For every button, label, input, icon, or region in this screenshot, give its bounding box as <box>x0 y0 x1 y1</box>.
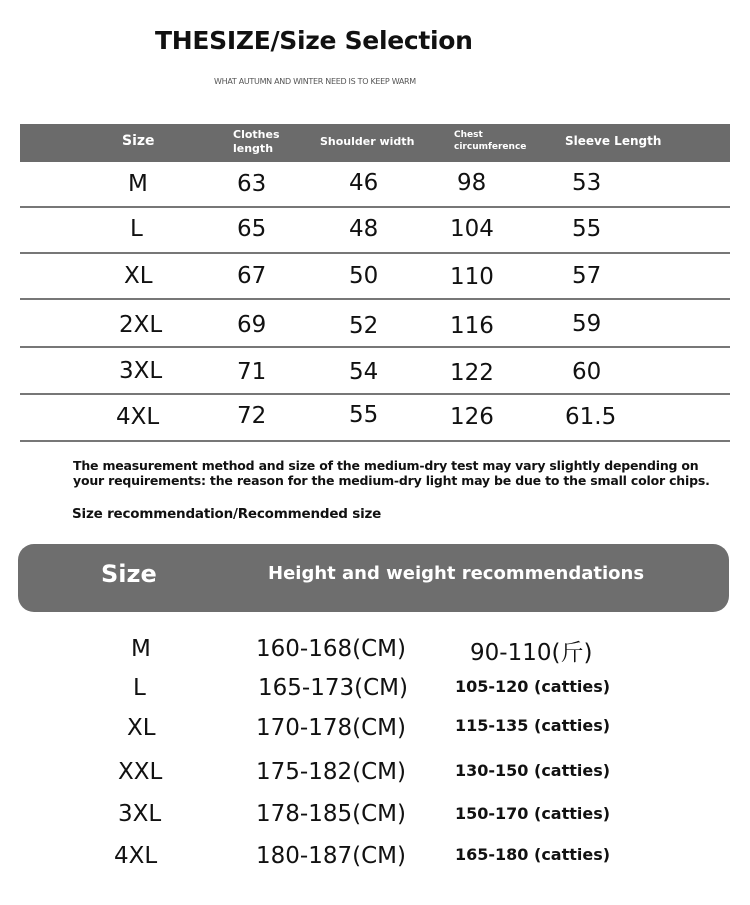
cell-height: 178-185(CM) <box>256 801 406 827</box>
table-row <box>20 348 730 395</box>
cell-clothes-length: 72 <box>237 403 267 429</box>
measurement-note: The measurement method and size of the medium-dry test may vary slightly depending on your requirements: the reason for the medium-dry light may be due to the small color chips. <box>73 458 710 488</box>
header-size: Size <box>122 133 155 149</box>
cell-shoulder-width: 55 <box>349 402 379 428</box>
page-title: THESIZE/Size Selection <box>155 26 473 55</box>
cell-weight: 150-170 (catties) <box>455 804 611 823</box>
cell-chest: 98 <box>457 170 487 196</box>
cell-chest: 116 <box>450 313 494 339</box>
table-row <box>20 254 730 300</box>
cell-sleeve: 59 <box>572 311 602 337</box>
table-row <box>20 162 730 208</box>
table-row <box>20 208 730 254</box>
cell-size: 3XL <box>118 801 162 827</box>
cell-size: XXL <box>118 759 163 785</box>
cell-size: 4XL <box>114 843 158 869</box>
cell-sleeve: 61.5 <box>565 404 617 430</box>
table-row <box>20 395 730 442</box>
cell-shoulder-width: 46 <box>349 170 379 196</box>
cell-size: XL <box>127 715 156 741</box>
header-height-weight: Height and weight recommendations <box>268 563 645 584</box>
page-subtitle: WHAT AUTUMN AND WINTER NEED IS TO KEEP WARM <box>214 77 416 86</box>
cell-size: 3XL <box>119 358 163 384</box>
cell-chest: 122 <box>450 360 494 386</box>
cell-clothes-length: 71 <box>237 359 267 385</box>
cell-sleeve: 55 <box>572 216 602 242</box>
cell-sleeve: 57 <box>572 263 602 289</box>
header-shoulder-width: Shoulder width <box>320 135 415 148</box>
cell-weight: 165-180 (catties) <box>455 845 611 864</box>
cell-height: 165-173(CM) <box>258 675 408 701</box>
cell-height: 175-182(CM) <box>256 759 406 785</box>
cell-weight: 105-120 (catties) <box>455 677 611 696</box>
cell-clothes-length: 67 <box>237 263 267 289</box>
cell-size: 4XL <box>116 404 160 430</box>
cell-size: M <box>128 171 148 197</box>
cell-height: 160-168(CM) <box>256 636 406 662</box>
header-size: Size <box>101 560 157 588</box>
header-clothes-length-line2: length <box>233 142 274 155</box>
header-chest-line2: circumference <box>454 142 527 152</box>
cell-shoulder-width: 54 <box>349 359 379 385</box>
cell-shoulder-width: 48 <box>349 216 379 242</box>
header-sleeve-length: Sleeve Length <box>565 134 662 148</box>
cell-size: 2XL <box>119 312 163 338</box>
cell-clothes-length: 63 <box>237 171 267 197</box>
row-divider <box>20 440 730 442</box>
cell-chest: 110 <box>450 264 494 290</box>
cell-size: L <box>130 216 143 242</box>
header-chest-line1: Chest <box>454 130 483 140</box>
size-table-header <box>20 124 730 162</box>
cell-size: L <box>133 675 146 701</box>
cell-sleeve: 60 <box>572 359 602 385</box>
recommendation-label: Size recommendation/Recommended size <box>72 506 382 522</box>
cell-chest: 104 <box>450 216 494 242</box>
cell-weight: 130-150 (catties) <box>455 761 611 780</box>
cell-clothes-length: 69 <box>237 312 267 338</box>
cell-weight: 90-110(斤) <box>470 640 593 666</box>
header-clothes-length-line1: Clothes <box>233 128 280 141</box>
recommendation-table-header <box>18 544 729 612</box>
cell-clothes-length: 65 <box>237 216 267 242</box>
cell-height: 180-187(CM) <box>256 843 406 869</box>
cell-size: XL <box>124 263 153 289</box>
cell-height: 170-178(CM) <box>256 715 406 741</box>
cell-chest: 126 <box>450 404 494 430</box>
cell-shoulder-width: 50 <box>349 263 379 289</box>
cell-weight: 115-135 (catties) <box>455 716 611 735</box>
cell-shoulder-width: 52 <box>349 313 379 339</box>
table-row <box>20 300 730 348</box>
cell-sleeve: 53 <box>572 170 602 196</box>
cell-size: M <box>131 636 151 662</box>
